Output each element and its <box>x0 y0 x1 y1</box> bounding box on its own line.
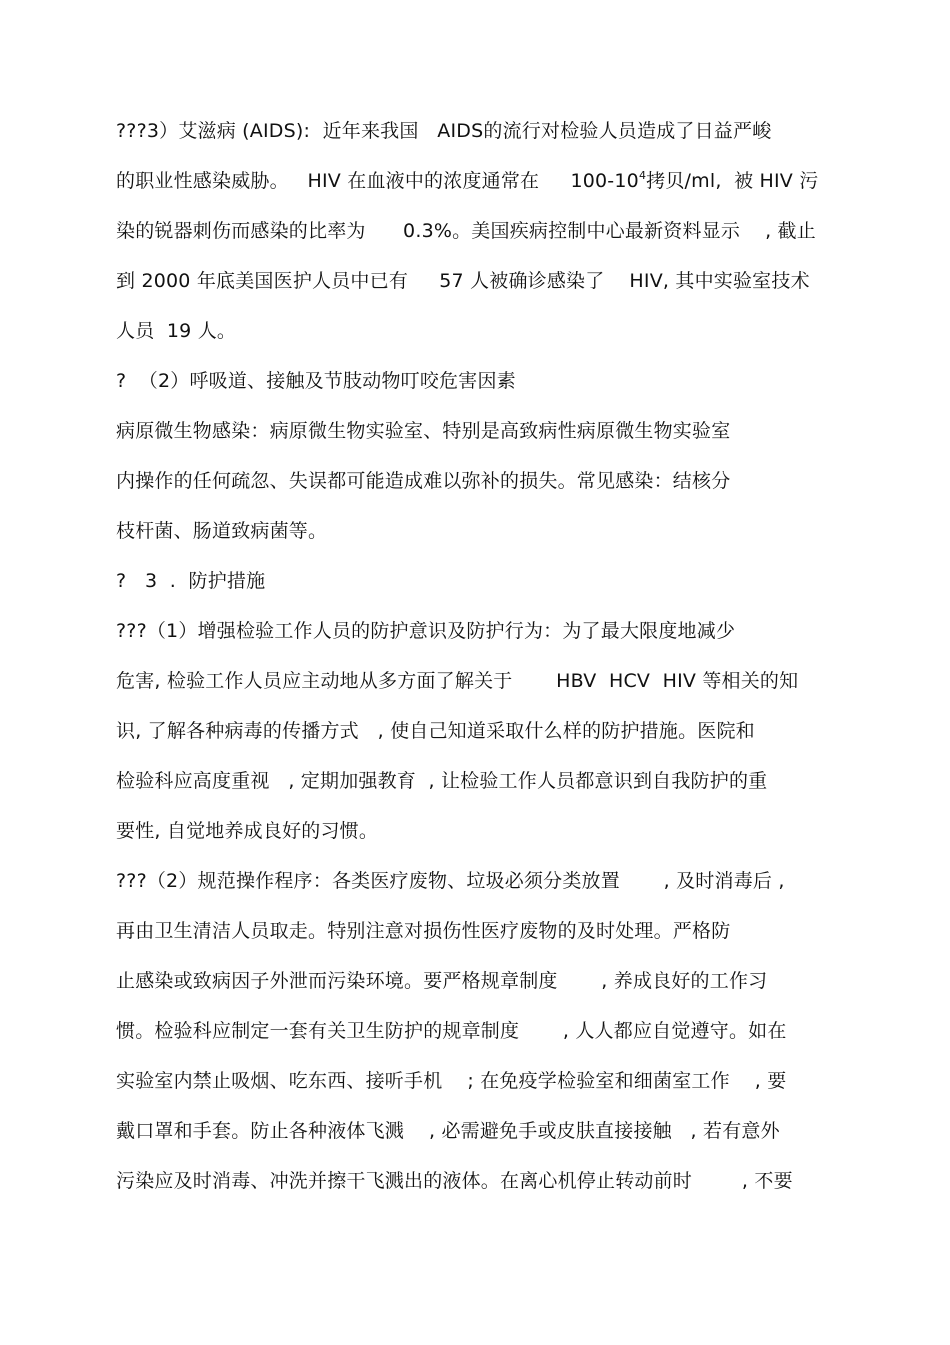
section-heading: ? 3 . 防护措施 <box>116 570 266 592</box>
text-line: 内操作的任何疏忽、失误都可能造成难以弥补的损失。常见感染：结核分 <box>116 470 731 492</box>
text-line: 染的锐器刺伤而感染的比率为 0.3%。美国疾病控制中心最新资料显示 , 截止 <box>116 220 816 242</box>
text-segment: 拷贝/ml, 被 HIV 污 <box>646 170 819 192</box>
text-line: 检验科应高度重视 , 定期加强教育 , 让检验工作人员都意识到自我防护的重 <box>116 770 768 792</box>
text-line: 枝杆菌、肠道致病菌等。 <box>116 520 328 542</box>
text-line: 到 2000 年底美国医护人员中已有 57 人被确诊感染了 HIV, 其中实验室技术 <box>116 270 810 292</box>
text-line: 人员 19 人。 <box>116 320 237 342</box>
text-line: 病原微生物感染：病原微生物实验室、特别是高致病性病原微生物实验室 <box>116 420 731 442</box>
text-line: 再由卫生清洁人员取走。特别注意对损伤性医疗废物的及时处理。严格防 <box>116 920 731 942</box>
section-heading: ? （2）呼吸道、接触及节肢动物叮咬危害因素 <box>116 370 516 392</box>
text-line: 污染应及时消毒、冲洗并擦干飞溅出的液体。在离心机停止转动前时 , 不要 <box>116 1170 793 1192</box>
text-line: 实验室内禁止吸烟、吃东西、接听手机 ; 在免疫学检验室和细菌室工作 , 要 <box>116 1070 787 1092</box>
text-line <box>116 168 818 194</box>
text-line: 戴口罩和手套。防止各种液体飞溅 , 必需避免手或皮肤直接接触 , 若有意外 <box>116 1120 780 1142</box>
text-line: ???（1）增强检验工作人员的防护意识及防护行为：为了最大限度地减少 <box>116 620 736 642</box>
text-line: ???（2）规范操作程序：各类医疗废物、垃圾必须分类放置 , 及时消毒后 , <box>116 870 785 892</box>
text-line: 止感染或致病因子外泄而污染环境。要严格规章制度 , 养成良好的工作习 <box>116 970 768 992</box>
text-line: 危害, 检验工作人员应主动地从多方面了解关于 HBV HCV HIV 等相关的知 <box>116 670 799 692</box>
text-line: 要性, 自觉地养成良好的习惯。 <box>116 820 379 842</box>
text-line: ???3）艾滋病 (AIDS): 近年来我国 AIDS的流行对检验人员造成了日益严峻 <box>116 120 772 142</box>
superscript-exponent: 4 <box>638 169 647 182</box>
text-line: 惯。检验科应制定一套有关卫生防护的规章制度 , 人人都应自觉遵守。如在 <box>116 1020 787 1042</box>
text-line: 识, 了解各种病毒的传播方式 , 使自己知道采取什么样的防护措施。医院和 <box>116 720 755 742</box>
text-segment: 的职业性感染威胁。 HIV 在血液中的浓度通常在 100-10 <box>116 170 639 192</box>
